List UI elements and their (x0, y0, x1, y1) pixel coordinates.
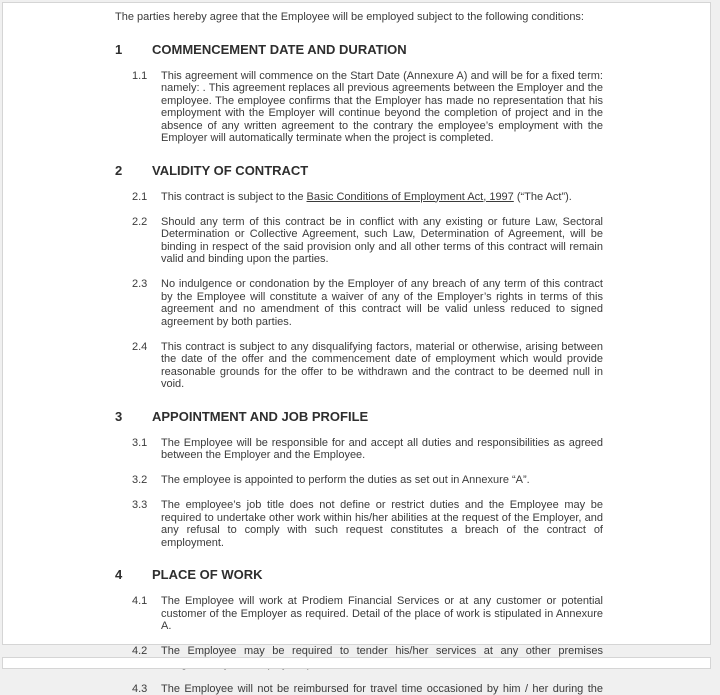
section-title: PLACE OF WORK (152, 567, 263, 582)
text-run: The Employee will work at Prodiem Financial Services or at any customer or potential customer of the Employer as required. Detail of the place of work is stipulated in Annexure A. (161, 595, 603, 632)
section-heading (115, 163, 603, 178)
intro-paragraph: The parties hereby agree that the Employee will be employed subject to the following conditions: (115, 11, 603, 24)
clause-list (115, 191, 603, 391)
clause-number: 3.2 (132, 474, 161, 487)
contract-clause (115, 474, 603, 487)
section-heading (115, 567, 603, 582)
section-title: COMMENCEMENT DATE AND DURATION (152, 42, 407, 57)
contract-clause (115, 683, 603, 695)
section-number: 3 (115, 409, 152, 424)
section-title: APPOINTMENT AND JOB PROFILE (152, 409, 368, 424)
clause-text (161, 278, 603, 328)
text-run: No indulgence or condonation by the Employer of any breach of any term of this contract by the Employee will constitute a waiver of any of the Employer’s rights in terms of this agreement and no amendment of this contract will be valid unless reduced to signed agreement by both parties. (161, 278, 603, 328)
section-number: 1 (115, 42, 152, 57)
contract-clause (115, 278, 603, 328)
contract-clause (115, 70, 603, 145)
contract-clause (115, 595, 603, 633)
clause-number: 4.3 (132, 683, 161, 695)
section-title: VALIDITY OF CONTRACT (152, 163, 308, 178)
text-run: This contract is subject to any disqualifying factors, material or otherwise, arising between the date of the offer and the commencement date of employment which would provide reasonable grounds for the offer to be withdrawn and the contract to be deemed null in void. (161, 341, 603, 391)
clause-number: 2.3 (132, 278, 161, 328)
text-run: (“The Act”). (514, 191, 572, 203)
text-run: The employee’s job title does not define or restrict duties and the Employee may be required to undertake other work within his/her abilities at the request of the Employer, and any refusal to comply with such request constitutes a breach of the contract of employment. (161, 499, 603, 549)
sections-container (115, 42, 603, 695)
clause-number: 2.2 (132, 216, 161, 266)
next-page-edge (2, 657, 711, 669)
contract-section (115, 163, 603, 391)
clause-number: 2.4 (132, 341, 161, 391)
text-run: Should any term of this contract be in conflict with any existing or future Law, Sectoral Determination or Collective Agreement, such Law, Determination of Agreement, will be binding in respect of the said provision only and all other terms of this contract will remain valid and binding upon the parties. (161, 216, 603, 266)
section-heading (115, 409, 603, 424)
clause-number: 1.1 (132, 70, 161, 145)
clause-text (161, 216, 603, 266)
clause-text (161, 191, 603, 204)
contract-section (115, 42, 603, 145)
clause-number: 3.3 (132, 499, 161, 549)
clause-list (115, 595, 603, 695)
section-heading (115, 42, 603, 57)
clause-text (161, 341, 603, 391)
clause-text (161, 474, 603, 487)
clause-number: 4.1 (132, 595, 161, 633)
employment-act-link[interactable]: Basic Conditions of Employment Act, 1997 (307, 191, 514, 203)
text-run: This agreement will commence on the Start Date (Annexure A) and will be for a fixed term: namely: . This agreement replaces all previous agreements between the Employer and the employee. The employee confirms that the Employer has made no representation that his employment with the Employer will continue beyond the completion of project and in the absence of any written agreement to the contrary the employee’s employment with the Employer will automatically terminate when the project is completed. (161, 70, 603, 145)
clause-text (161, 683, 603, 695)
clause-number: 2.1 (132, 191, 161, 204)
section-number: 2 (115, 163, 152, 178)
clause-number: 3.1 (132, 437, 161, 462)
text-run: The Employee may be required to tender his/her services at any other premises (161, 645, 603, 670)
contract-section (115, 409, 603, 550)
clause-text (161, 70, 603, 145)
clause-list (115, 437, 603, 550)
clause-text (161, 595, 603, 633)
section-number: 4 (115, 567, 152, 582)
clause-text (161, 499, 603, 549)
contract-section (115, 567, 603, 695)
clause-text (161, 437, 603, 462)
contract-page (2, 2, 711, 645)
contract-clause (115, 216, 603, 266)
contract-clause (115, 499, 603, 549)
contract-clause (115, 437, 603, 462)
text-run: The Employee will not be reimbursed for travel time occasioned by him / her during the (161, 683, 603, 695)
text-run: The employee is appointed to perform the duties as set out in Annexure “A”. (161, 474, 530, 486)
contract-clause (115, 191, 603, 204)
text-run: The Employee will be responsible for and accept all duties and responsibilities as agreed between the Employer and the Employee. (161, 437, 603, 462)
text-run: This contract is subject to the (161, 191, 307, 203)
clause-list (115, 70, 603, 145)
contract-clause (115, 341, 603, 391)
clause-number: 4.2 (132, 645, 161, 670)
